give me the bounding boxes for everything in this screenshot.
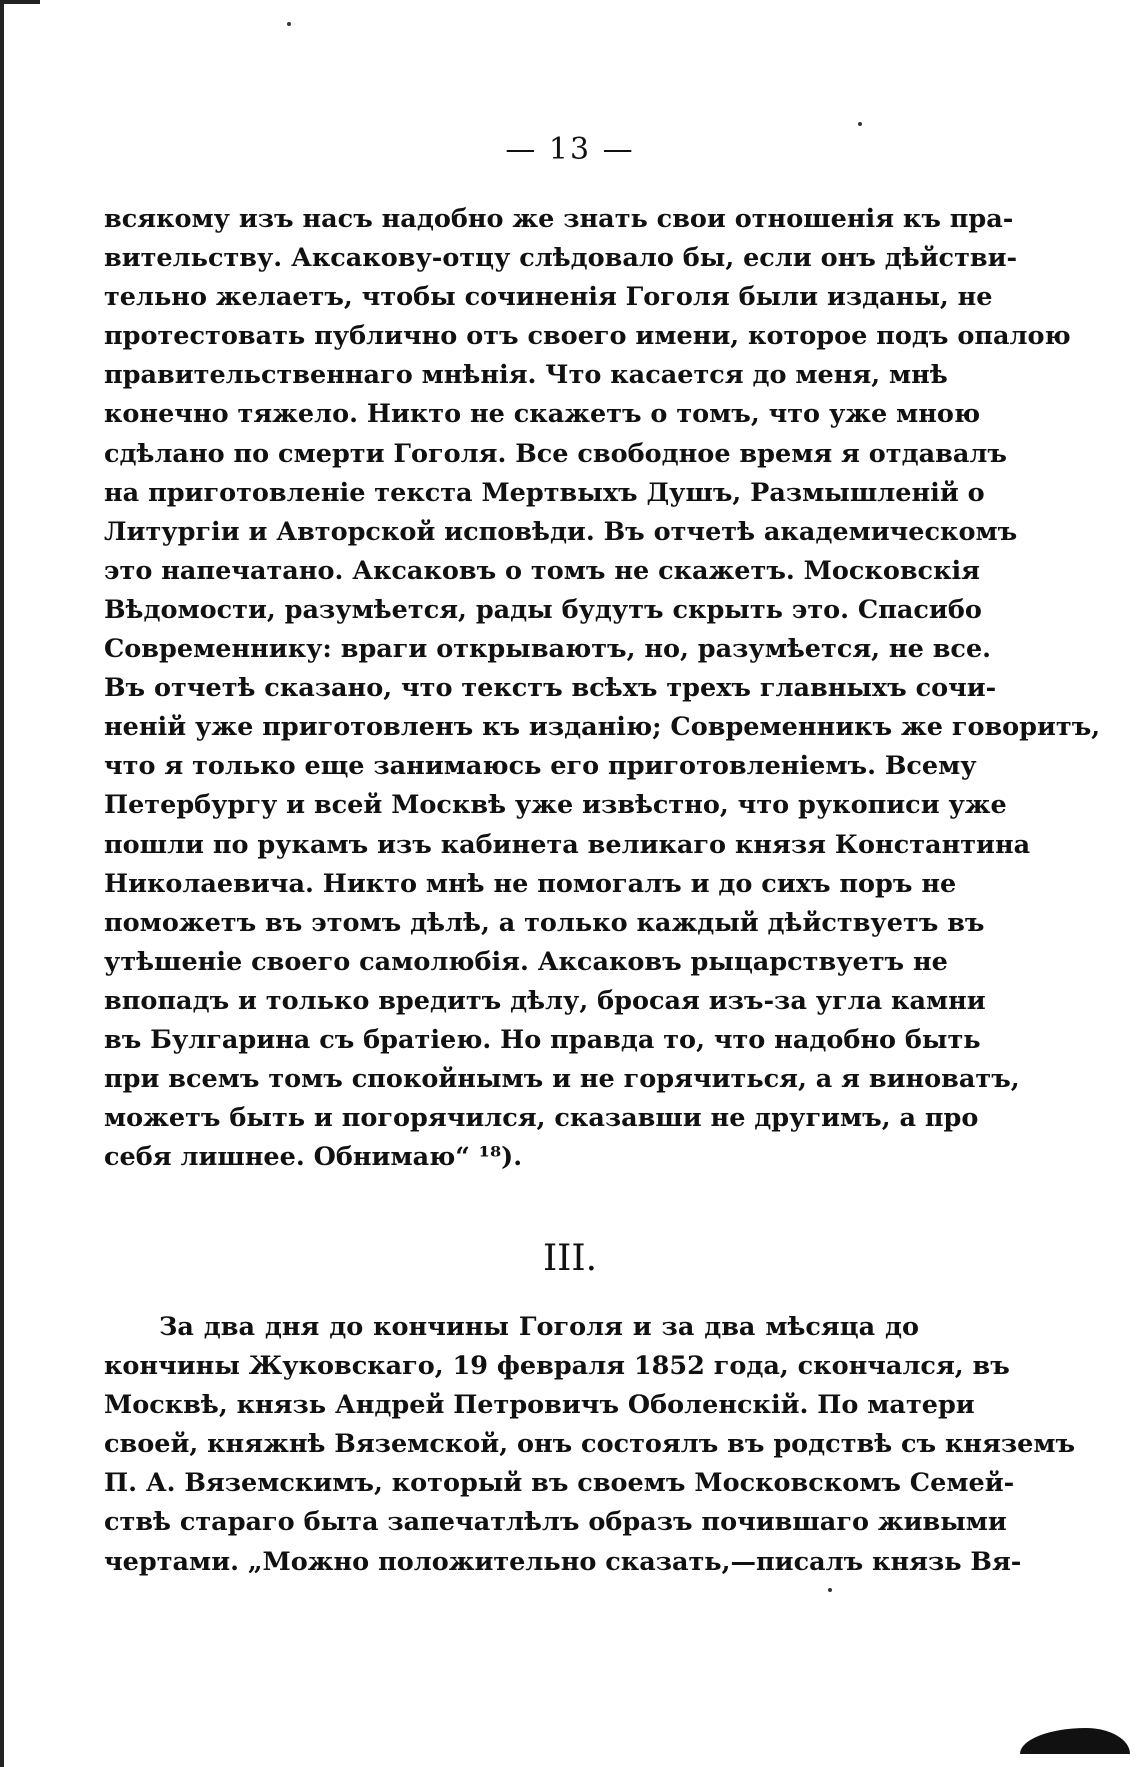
speck [828,1588,832,1592]
text-line: всякому изъ насъ надобно же знать свои отношенія къ пра- [104,204,1014,234]
text-line: утѣшеніе своего самолюбія. Аксаковъ рыцарствуетъ не [104,946,948,977]
speck [858,122,862,126]
text-line: тельно желаетъ, чтобы сочиненія Гоголя были изданы, не [104,282,993,313]
text-line: За два дня до кончины Гоголя и за два мѣсяца до [159,1312,919,1342]
text-line: въ Булгарина съ братіею. Но правда то, что надобно быть [104,1024,981,1055]
text-line: впопадъ и только вредитъ дѣлу, бросая изъ-за угла камни [104,985,986,1016]
text-line: вительству. Аксакову-отцу слѣдовало бы, если онъ дѣйстви- [104,243,1018,274]
text-line: Вѣдомости, разумѣется, рады будутъ скрыть это. Спасибо [104,594,982,625]
speck [287,22,291,26]
text-line: Въ отчетѣ сказано, что текстъ всѣхъ трехъ главныхъ сочи- [104,673,997,704]
text-line: можетъ быть и погорячился, сказавши не другимъ, а про [104,1103,979,1134]
text-line: Москвѣ, князь Андрей Петровичъ Оболенскій. По матери [104,1390,975,1421]
text-line: неній уже приготовленъ къ изданію; Современникъ же говоритъ, [104,712,1101,743]
text-line: себя лишнее. Обнимаю“ ¹⁸). [104,1142,523,1173]
section-heading: III. [542,1238,598,1279]
text-line: конечно тяжело. Никто не скажетъ о томъ, что уже мною [104,399,981,430]
text-line: ствѣ стараго быта запечатлѣлъ образъ почившаго живыми [104,1507,1007,1538]
text-line: протестовать публично отъ своего имени, которое подъ опалою [104,321,1071,352]
text-line: чертами. „Можно положительно сказать,—писалъ князь Вя- [104,1546,1022,1577]
text-line: кончины Жуковскаго, 19 февраля 1852 года, скончался, въ [104,1351,1010,1382]
text-line: поможетъ въ этомъ дѣлѣ, а только каждый дѣйствуетъ въ [104,907,985,938]
text-line: своей, княжнѣ Вяземской, онъ состоялъ въ родствѣ съ княземъ [104,1429,1076,1460]
paragraph-continuation [104,200,1101,1177]
text-line: при всемъ томъ спокойнымъ и не горячиться, а я виноватъ, [104,1064,1020,1095]
text-line: что я только еще занимаюсь его приготовленіемъ. Всему [104,751,977,782]
text-line: Николаевича. Никто мнѣ не помогалъ и до сихъ поръ не [104,868,957,899]
text-line: пошли по рукамъ изъ кабинета великаго князя Константина [104,829,1031,860]
text-line: это напечатано. Аксаковъ о томъ не скажетъ. Московскія [104,555,981,586]
paragraph-section-iii [104,1308,1076,1582]
text-line: Литургіи и Авторской исповѣди. Въ отчетѣ академическомъ [104,516,1018,547]
text-line: сдѣлано по смерти Гоголя. Все свободное время я отдавалъ [104,438,1007,469]
text-line: правительственнаго мнѣнія. Что касается до меня, мнѣ [104,360,948,391]
ink-blot-mark [1020,1728,1130,1754]
text-line: на приготовленіе текста Мертвыхъ Душъ, Размышленій о [104,477,985,508]
page-number: — 13 — [505,132,635,167]
text-line: Петербургу и всей Москвѣ уже извѣстно, что рукописи уже [104,790,1007,821]
text-line: П. А. Вяземскимъ, который въ своемъ Московскомъ Семей- [104,1468,1015,1499]
page-corner-rule [0,0,40,4]
page-edge-rule [0,0,4,1767]
text-line: Современнику: враги открываютъ, но, разумѣется, не все. [104,634,992,665]
